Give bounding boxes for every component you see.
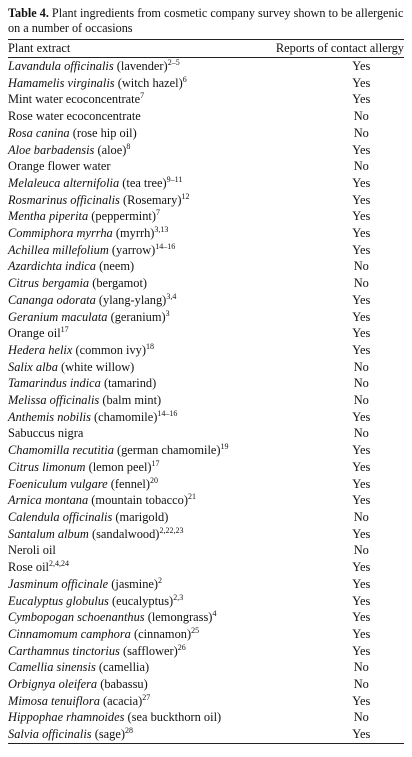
header-contact-allergy: Reports of contact allergy [275, 41, 404, 55]
common-name: Mint water ecoconcentrate [8, 92, 141, 107]
allergy-report-cell: Yes [352, 409, 371, 424]
common-name: (cinnamon) [130, 626, 192, 641]
plant-extract-cell [8, 559, 229, 576]
common-name: (common ivy) [72, 342, 146, 357]
common-name: (neem) [96, 259, 135, 274]
scientific-name: Salix alba [8, 359, 58, 374]
allergy-report-cell: Yes [352, 526, 371, 541]
scientific-name: Citrus limonum [8, 459, 86, 474]
plant-extract-cell [8, 593, 229, 610]
allergy-report-cell: No [353, 276, 369, 291]
plant-extract-cell [8, 709, 229, 726]
scientific-name: Carthamnus tinctorius [8, 643, 120, 658]
allergy-report-cell: No [353, 660, 369, 675]
allergy-report-cell: No [353, 376, 369, 391]
allergy-report-cell: No [353, 710, 369, 725]
scientific-name: Cinnamomum camphora [8, 626, 131, 641]
scientific-name: Tamarindus indica [8, 376, 101, 391]
common-name: (sandalwood) [88, 526, 160, 541]
scientific-name: Hedera helix [8, 342, 73, 357]
bottom-rule [8, 743, 404, 744]
common-name: (lemon peel) [85, 459, 152, 474]
table-row [8, 492, 404, 509]
common-name: (balm mint) [99, 393, 162, 408]
plant-extract-cell [8, 509, 229, 526]
common-name: (yarrow) [108, 242, 156, 257]
reference-superscript: 19 [220, 442, 229, 452]
common-name: (eucalyptus) [108, 593, 174, 608]
plant-extract-cell [8, 58, 229, 75]
scientific-name: Calendula officinalis [8, 509, 113, 524]
plant-extract-cell [8, 292, 229, 309]
common-name: (jasmine) [108, 576, 159, 591]
reference-superscript: 7 [155, 208, 160, 218]
scientific-name: Eucalyptus globulus [8, 593, 109, 608]
scientific-name: Foeniculum vulgare [8, 476, 108, 491]
table-header [8, 40, 404, 57]
scientific-name: Achillea millefolium [8, 242, 109, 257]
table-row [8, 292, 404, 309]
plant-extract-cell [8, 192, 229, 209]
table-row [8, 526, 404, 543]
reference-superscript: 3,4 [166, 291, 177, 301]
table-caption [8, 6, 404, 36]
scientific-name: Hamamelis virginalis [8, 75, 115, 90]
common-name: Rose oil [8, 560, 49, 575]
table-row [8, 325, 404, 342]
common-name: Sabuccus nigra [8, 426, 84, 441]
scientific-name: Salvia officinalis [8, 727, 92, 742]
table-row [8, 576, 404, 593]
allergy-report-cell: Yes [352, 576, 371, 591]
reference-superscript: 8 [126, 141, 131, 151]
common-name: (white willow) [57, 359, 135, 374]
allergy-report-cell: Yes [352, 209, 371, 224]
common-name: Rose water ecoconcentrate [8, 109, 141, 124]
allergy-report-cell: Yes [352, 643, 371, 658]
reference-superscript: 12 [181, 191, 190, 201]
table-row [8, 593, 404, 610]
table-row [8, 75, 404, 92]
allergy-report-cell: Yes [352, 626, 371, 641]
common-name: (sea buckthorn oil) [124, 710, 222, 725]
allergy-report-cell: No [353, 393, 369, 408]
table-row [8, 158, 404, 175]
scientific-name: Lavandula officinalis [8, 59, 114, 73]
plant-extract-cell [8, 409, 229, 426]
allergy-report-cell: Yes [352, 610, 371, 625]
reference-superscript: 21 [187, 492, 196, 502]
allergy-report-cell: No [353, 543, 369, 558]
common-name: (aloe) [94, 142, 127, 157]
scientific-name: Mimosa tenuiflora [8, 693, 100, 708]
plant-extract-cell [8, 142, 229, 159]
scientific-name: Hippophae rhamnoides [8, 710, 125, 725]
reference-superscript: 6 [182, 74, 187, 84]
plant-extract-cell [8, 392, 229, 409]
common-name: (lemongrass) [144, 610, 213, 625]
scientific-name: Mentha piperita [8, 209, 89, 224]
scientific-name: Melissa officinalis [8, 393, 100, 408]
scientific-name: Camellia sinensis [8, 660, 96, 675]
allergy-report-cell: No [353, 677, 369, 692]
common-name: (fennel) [107, 476, 150, 491]
reference-superscript: 9–11 [166, 174, 183, 184]
plant-extract-cell [8, 108, 229, 125]
scientific-name: Cananga odorata [8, 292, 96, 307]
allergy-report-cell: No [353, 125, 369, 140]
scientific-name: Geranium maculata [8, 309, 108, 324]
plant-extract-cell [8, 609, 229, 626]
reference-superscript: 18 [146, 341, 154, 351]
plant-extract-cell [8, 492, 229, 509]
plant-extract-cell [8, 425, 229, 442]
reference-superscript: 14–16 [157, 408, 178, 418]
reference-superscript: 2–5 [167, 57, 180, 67]
allergy-report-cell: Yes [352, 459, 371, 474]
plant-extract-cell [8, 91, 229, 108]
scientific-name: Cymbopogan schoenanthus [8, 610, 145, 625]
common-name: (Rosemary) [119, 192, 182, 207]
allergy-report-cell: Yes [352, 476, 371, 491]
scientific-name: Jasminum officinale [8, 576, 109, 591]
allergy-report-cell: Yes [352, 292, 371, 307]
plant-extract-cell [8, 225, 229, 242]
common-name: (camellia) [95, 660, 150, 675]
allergy-report-cell: Yes [352, 443, 371, 458]
table-row [8, 58, 404, 75]
plant-extract-cell [8, 542, 229, 559]
reference-superscript: 17 [151, 458, 160, 468]
scientific-name: Azardichta indica [8, 259, 96, 274]
common-name: Orange flower water [8, 159, 111, 174]
allergy-report-cell: No [353, 259, 369, 274]
reference-superscript: 27 [142, 692, 151, 702]
common-name: (sage) [91, 727, 126, 742]
table-row [8, 275, 404, 292]
table-row [8, 142, 404, 159]
table-row [8, 91, 404, 108]
reference-superscript: 2 [158, 575, 163, 585]
table-row [8, 559, 404, 576]
table-row [8, 309, 404, 326]
plant-extract-cell [8, 342, 229, 359]
allergy-report-cell: Yes [352, 309, 371, 324]
table-row [8, 125, 404, 142]
common-name: (tamarind) [100, 376, 157, 391]
scientific-name: Chamomilla recutitia [8, 443, 114, 458]
scientific-name: Commiphora myrrha [8, 226, 113, 241]
plant-extract-cell [8, 526, 229, 543]
reference-superscript: 4 [212, 609, 217, 619]
table-row [8, 225, 404, 242]
table-row [8, 626, 404, 643]
allergy-report-cell: Yes [352, 493, 371, 508]
reference-superscript: 17 [60, 325, 69, 335]
table-row [8, 709, 404, 726]
common-name: (german chamomile) [113, 443, 221, 458]
scientific-name: Aloe barbadensis [8, 142, 95, 157]
plant-extract-cell [8, 75, 229, 92]
plant-extract-cell [8, 208, 229, 225]
common-name: (marigold) [112, 509, 169, 524]
table-row [8, 442, 404, 459]
table-row [8, 409, 404, 426]
reference-superscript: 2,4,24 [48, 558, 69, 568]
table-row [8, 192, 404, 209]
plant-extract-cell [8, 659, 229, 676]
allergy-report-cell: Yes [352, 75, 371, 90]
common-name: Orange oil [8, 326, 61, 341]
table-row [8, 659, 404, 676]
scientific-name: Melaleuca alternifolia [8, 175, 120, 190]
scientific-name: Rosmarinus officinalis [8, 192, 120, 207]
reference-superscript: 25 [191, 625, 200, 635]
allergy-report-cell: Yes [352, 727, 371, 742]
allergy-report-cell: Yes [352, 593, 371, 608]
allergy-report-cell: Yes [352, 192, 371, 207]
allergy-report-cell: Yes [352, 560, 371, 575]
reference-superscript: 3,13 [154, 224, 169, 234]
plant-extract-cell [8, 626, 229, 643]
plant-extract-cell [8, 325, 229, 342]
plant-extract-cell [8, 309, 229, 326]
table-row [8, 208, 404, 225]
allergy-report-cell: Yes [352, 92, 371, 107]
common-name: (rose hip oil) [69, 125, 137, 140]
plant-extract-cell [8, 643, 229, 660]
scientific-name: Santalum album [8, 526, 89, 541]
allergy-report-cell: Yes [352, 226, 371, 241]
plant-extract-cell [8, 375, 229, 392]
reference-superscript: 14–16 [155, 241, 176, 251]
plant-extract-cell [8, 275, 229, 292]
reference-superscript: 28 [125, 726, 134, 735]
plant-extract-cell [8, 125, 229, 142]
common-name: Neroli oil [8, 543, 56, 558]
table-row [8, 693, 404, 710]
plant-extract-cell [8, 676, 229, 693]
allergy-report-cell: Yes [352, 59, 371, 73]
table-row [8, 342, 404, 359]
reference-superscript: 2,3 [173, 592, 184, 602]
plant-extract-cell [8, 359, 229, 376]
common-name: (ylang-ylang) [95, 292, 167, 307]
allergy-report-cell: No [353, 426, 369, 441]
table-row [8, 726, 404, 743]
table-row [8, 542, 404, 559]
allergy-report-cell: No [353, 109, 369, 124]
table-row [8, 375, 404, 392]
header-plant-extract: Plant extract [8, 41, 71, 55]
allergy-report-cell: No [353, 159, 369, 174]
table-row [8, 676, 404, 693]
table-row [8, 242, 404, 259]
plant-extract-cell [8, 726, 229, 743]
common-name: (babassu) [97, 677, 148, 692]
plant-extract-cell [8, 175, 229, 192]
table-row [8, 476, 404, 493]
table-row [8, 609, 404, 626]
table-row [8, 459, 404, 476]
allergy-report-cell: Yes [352, 326, 371, 341]
plant-extract-cell [8, 258, 229, 275]
common-name: (tea tree) [119, 175, 167, 190]
data-table [8, 58, 404, 743]
table-row [8, 108, 404, 125]
allergy-report-cell: Yes [352, 175, 371, 190]
common-name: (peppermint) [88, 209, 156, 224]
common-name: (myrrh) [112, 226, 155, 241]
allergy-report-cell: Yes [352, 142, 371, 157]
table-row [8, 175, 404, 192]
allergy-report-cell: No [353, 509, 369, 524]
scientific-name: Anthemis nobilis [8, 409, 91, 424]
reference-superscript: 20 [149, 475, 158, 485]
table-row [8, 425, 404, 442]
allergy-report-cell: Yes [352, 242, 371, 257]
common-name: (safflower) [119, 643, 178, 658]
plant-extract-cell [8, 242, 229, 259]
table-row [8, 359, 404, 376]
table-row [8, 509, 404, 526]
table-row [8, 643, 404, 660]
common-name: (geranium) [107, 309, 166, 324]
scientific-name: Arnica montana [8, 493, 89, 508]
plant-extract-cell [8, 459, 229, 476]
common-name: (acacia) [99, 693, 143, 708]
caption-label: Table 4. [8, 6, 49, 20]
reference-superscript: 7 [140, 91, 145, 101]
allergy-report-cell: No [353, 359, 369, 374]
scientific-name: Orbignya oleifera [8, 677, 98, 692]
plant-extract-cell [8, 442, 229, 459]
common-name: (bergamot) [89, 276, 148, 291]
reference-superscript: 26 [177, 642, 186, 652]
table-body [8, 58, 404, 743]
plant-extract-cell [8, 476, 229, 493]
scientific-name: Citrus bergamia [8, 276, 90, 291]
plant-extract-cell [8, 576, 229, 593]
scientific-name: Rosa canina [8, 125, 70, 140]
allergy-report-cell: Yes [352, 693, 371, 708]
plant-extract-cell [8, 693, 229, 710]
caption-text: Plant ingredients from cosmetic company survey shown to be allergenic on a number of occasions [8, 6, 404, 35]
common-name: (witch hazel) [114, 75, 183, 90]
table-row [8, 258, 404, 275]
reference-superscript: 3 [165, 308, 170, 318]
plant-extract-cell [8, 158, 229, 175]
reference-superscript: 2,22,23 [159, 525, 184, 535]
table-row [8, 392, 404, 409]
common-name: (lavender) [113, 59, 168, 73]
common-name: (chamomile) [90, 409, 158, 424]
common-name: (mountain tobacco) [88, 493, 188, 508]
allergy-report-cell: Yes [352, 342, 371, 357]
